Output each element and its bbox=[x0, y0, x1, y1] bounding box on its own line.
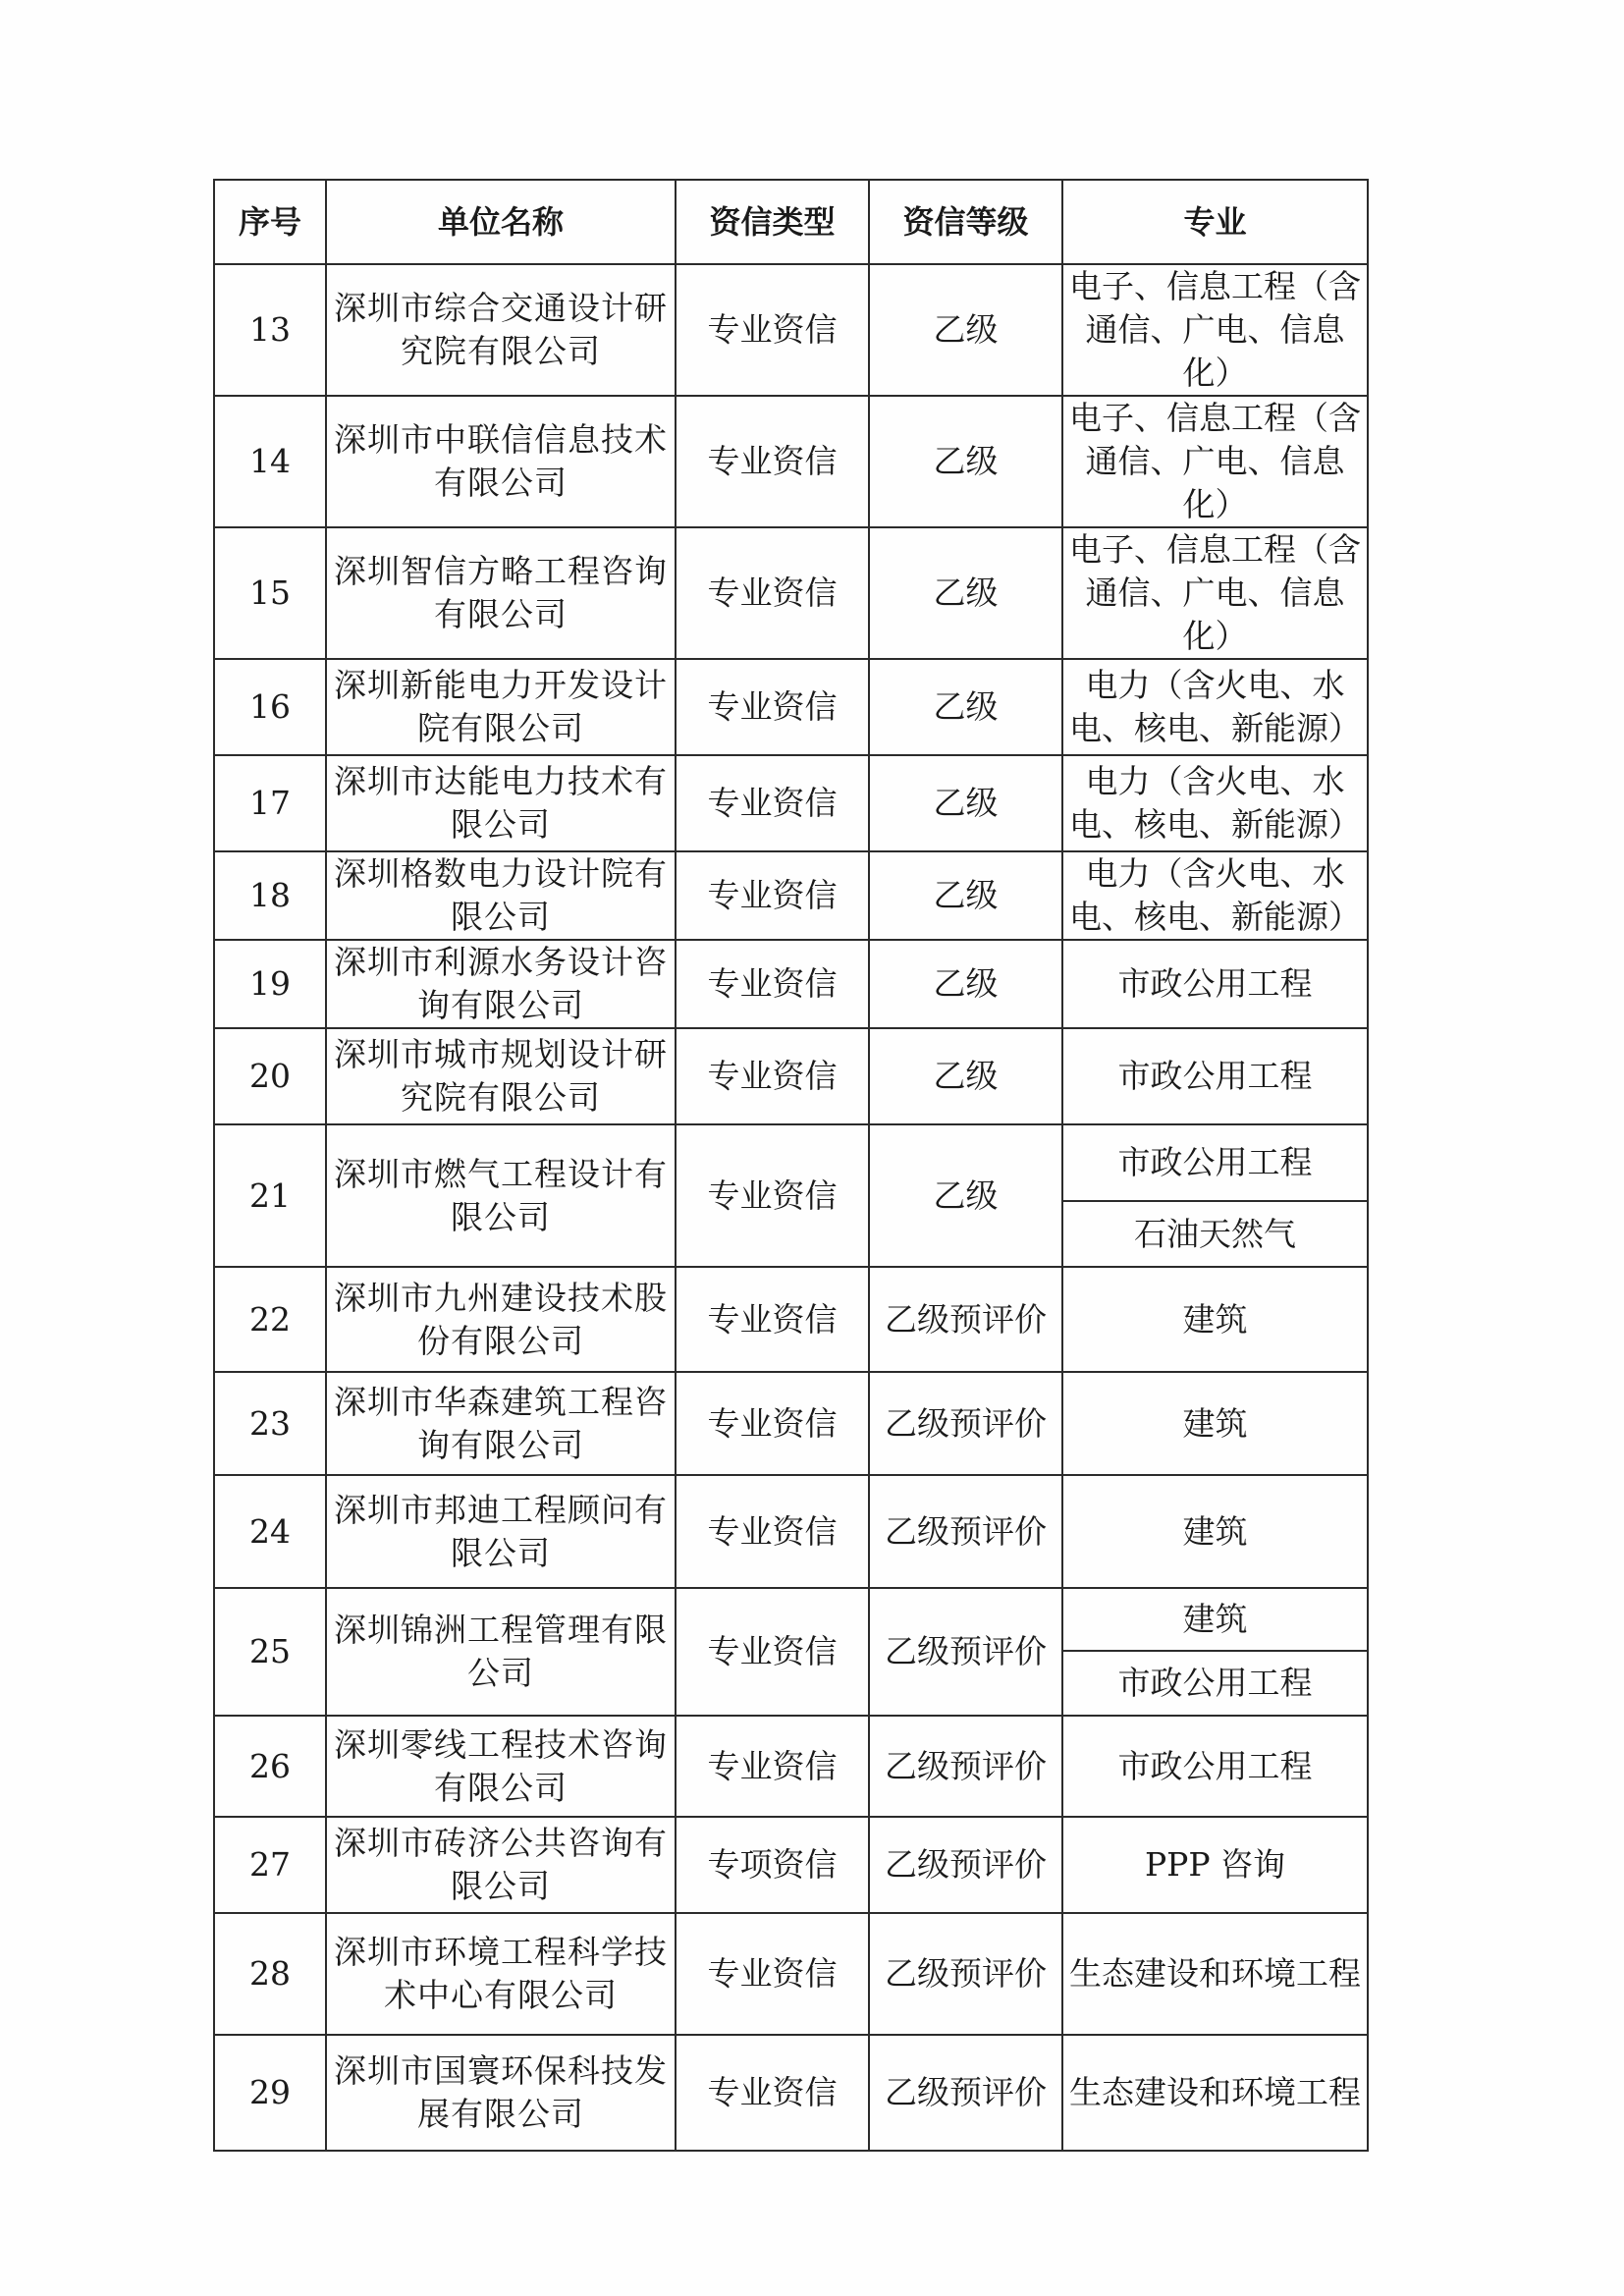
table-row bbox=[214, 1475, 1368, 1588]
cell-company-name: 深圳市砖济公共咨询有限公司 bbox=[326, 1817, 676, 1913]
cell-specialty: 生态建设和环境工程 bbox=[1062, 2035, 1368, 2151]
cell-specialty: 建筑 bbox=[1062, 1372, 1368, 1475]
cell-seq: 29 bbox=[214, 2035, 326, 2151]
cell-company-name: 深圳锦洲工程管理有限公司 bbox=[326, 1588, 676, 1716]
cell-qualification-grade: 乙级预评价 bbox=[869, 1475, 1062, 1588]
cell-company-name: 深圳格数电力设计院有限公司 bbox=[326, 851, 676, 940]
cell-qualification-grade: 乙级预评价 bbox=[869, 1372, 1062, 1475]
cell-qualification-grade: 乙级 bbox=[869, 264, 1062, 396]
cell-seq: 28 bbox=[214, 1913, 326, 2035]
cell-qualification-grade: 乙级 bbox=[869, 851, 1062, 940]
table-row bbox=[214, 851, 1368, 940]
cell-seq: 16 bbox=[214, 659, 326, 755]
table-row bbox=[214, 1267, 1368, 1372]
cell-specialty: 电力（含火电、水电、核电、新能源） bbox=[1062, 659, 1368, 755]
cell-company-name: 深圳市利源水务设计咨询有限公司 bbox=[326, 940, 676, 1028]
cell-seq: 14 bbox=[214, 396, 326, 527]
table-row bbox=[214, 527, 1368, 659]
cell-specialty: 石油天然气 bbox=[1062, 1201, 1368, 1267]
cell-qualification-grade: 乙级预评价 bbox=[869, 1817, 1062, 1913]
cell-specialty: 市政公用工程 bbox=[1062, 1124, 1368, 1201]
table-row bbox=[214, 755, 1368, 851]
cell-qualification-type: 专业资信 bbox=[676, 1716, 869, 1817]
cell-qualification-type: 专业资信 bbox=[676, 1372, 869, 1475]
cell-qualification-grade: 乙级 bbox=[869, 396, 1062, 527]
cell-company-name: 深圳市中联信信息技术有限公司 bbox=[326, 396, 676, 527]
cell-qualification-grade: 乙级预评价 bbox=[869, 1716, 1062, 1817]
cell-specialty: 生态建设和环境工程 bbox=[1062, 1913, 1368, 2035]
cell-qualification-grade: 乙级 bbox=[869, 1124, 1062, 1267]
cell-company-name: 深圳市综合交通设计研究院有限公司 bbox=[326, 264, 676, 396]
table-row bbox=[214, 659, 1368, 755]
table-row bbox=[214, 1588, 1368, 1651]
table-row bbox=[214, 396, 1368, 527]
cell-company-name: 深圳新能电力开发设计院有限公司 bbox=[326, 659, 676, 755]
cell-specialty: 电力（含火电、水电、核电、新能源） bbox=[1062, 755, 1368, 851]
cell-company-name: 深圳市达能电力技术有限公司 bbox=[326, 755, 676, 851]
cell-specialty: 市政公用工程 bbox=[1062, 1651, 1368, 1716]
cell-specialty: 建筑 bbox=[1062, 1588, 1368, 1651]
cell-qualification-grade: 乙级 bbox=[869, 527, 1062, 659]
cell-seq: 26 bbox=[214, 1716, 326, 1817]
cell-qualification-grade: 乙级 bbox=[869, 755, 1062, 851]
cell-company-name: 深圳零线工程技术咨询有限公司 bbox=[326, 1716, 676, 1817]
cell-seq: 27 bbox=[214, 1817, 326, 1913]
cell-seq: 23 bbox=[214, 1372, 326, 1475]
cell-seq: 24 bbox=[214, 1475, 326, 1588]
cell-qualification-type: 专业资信 bbox=[676, 755, 869, 851]
cell-company-name: 深圳市燃气工程设计有限公司 bbox=[326, 1124, 676, 1267]
table-row bbox=[214, 1372, 1368, 1475]
cell-qualification-grade: 乙级预评价 bbox=[869, 1267, 1062, 1372]
cell-qualification-grade: 乙级 bbox=[869, 659, 1062, 755]
header-grade: 资信等级 bbox=[869, 180, 1062, 264]
cell-seq: 17 bbox=[214, 755, 326, 851]
cell-qualification-grade: 乙级 bbox=[869, 940, 1062, 1028]
cell-qualification-type: 专业资信 bbox=[676, 396, 869, 527]
table-row bbox=[214, 264, 1368, 396]
cell-seq: 22 bbox=[214, 1267, 326, 1372]
cell-qualification-type: 专业资信 bbox=[676, 1913, 869, 2035]
table-header-row bbox=[214, 180, 1368, 264]
cell-specialty: PPP 咨询 bbox=[1062, 1817, 1368, 1913]
cell-specialty: 电子、信息工程（含通信、广电、信息化） bbox=[1062, 527, 1368, 659]
cell-qualification-type: 专业资信 bbox=[676, 1475, 869, 1588]
cell-specialty: 电力（含火电、水电、核电、新能源） bbox=[1062, 851, 1368, 940]
cell-qualification-type: 专业资信 bbox=[676, 527, 869, 659]
cell-qualification-type: 专业资信 bbox=[676, 2035, 869, 2151]
cell-qualification-type: 专业资信 bbox=[676, 940, 869, 1028]
cell-qualification-grade: 乙级 bbox=[869, 1028, 1062, 1124]
table-row bbox=[214, 1124, 1368, 1201]
cell-qualification-type: 专项资信 bbox=[676, 1817, 869, 1913]
cell-specialty: 电子、信息工程（含通信、广电、信息化） bbox=[1062, 264, 1368, 396]
cell-qualification-grade: 乙级预评价 bbox=[869, 1588, 1062, 1716]
cell-qualification-type: 专业资信 bbox=[676, 1124, 869, 1267]
table-row bbox=[214, 2035, 1368, 2151]
cell-seq: 21 bbox=[214, 1124, 326, 1267]
table-row bbox=[214, 1028, 1368, 1124]
table-row bbox=[214, 1817, 1368, 1913]
table-row bbox=[214, 1913, 1368, 2035]
table-body bbox=[214, 264, 1368, 2151]
table-row bbox=[214, 940, 1368, 1028]
cell-qualification-grade: 乙级预评价 bbox=[869, 2035, 1062, 2151]
cell-qualification-type: 专业资信 bbox=[676, 851, 869, 940]
cell-seq: 19 bbox=[214, 940, 326, 1028]
header-type: 资信类型 bbox=[676, 180, 869, 264]
cell-company-name: 深圳市城市规划设计研究院有限公司 bbox=[326, 1028, 676, 1124]
cell-seq: 25 bbox=[214, 1588, 326, 1716]
header-specialty: 专业 bbox=[1062, 180, 1368, 264]
cell-company-name: 深圳智信方略工程咨询有限公司 bbox=[326, 527, 676, 659]
cell-qualification-type: 专业资信 bbox=[676, 1267, 869, 1372]
qualification-table bbox=[213, 179, 1369, 2152]
cell-specialty: 市政公用工程 bbox=[1062, 1028, 1368, 1124]
cell-company-name: 深圳市九州建设技术股份有限公司 bbox=[326, 1267, 676, 1372]
table-row bbox=[214, 1716, 1368, 1817]
cell-company-name: 深圳市华森建筑工程咨询有限公司 bbox=[326, 1372, 676, 1475]
cell-company-name: 深圳市国寰环保科技发展有限公司 bbox=[326, 2035, 676, 2151]
cell-seq: 18 bbox=[214, 851, 326, 940]
header-name: 单位名称 bbox=[326, 180, 676, 264]
cell-seq: 15 bbox=[214, 527, 326, 659]
cell-seq: 13 bbox=[214, 264, 326, 396]
cell-company-name: 深圳市环境工程科学技术中心有限公司 bbox=[326, 1913, 676, 2035]
cell-seq: 20 bbox=[214, 1028, 326, 1124]
cell-specialty: 建筑 bbox=[1062, 1267, 1368, 1372]
cell-specialty: 建筑 bbox=[1062, 1475, 1368, 1588]
cell-qualification-type: 专业资信 bbox=[676, 264, 869, 396]
cell-company-name: 深圳市邦迪工程顾问有限公司 bbox=[326, 1475, 676, 1588]
cell-qualification-type: 专业资信 bbox=[676, 659, 869, 755]
cell-qualification-type: 专业资信 bbox=[676, 1028, 869, 1124]
cell-qualification-type: 专业资信 bbox=[676, 1588, 869, 1716]
cell-specialty: 市政公用工程 bbox=[1062, 1716, 1368, 1817]
cell-qualification-grade: 乙级预评价 bbox=[869, 1913, 1062, 2035]
header-seq: 序号 bbox=[214, 180, 326, 264]
cell-specialty: 电子、信息工程（含通信、广电、信息化） bbox=[1062, 396, 1368, 527]
cell-specialty: 市政公用工程 bbox=[1062, 940, 1368, 1028]
